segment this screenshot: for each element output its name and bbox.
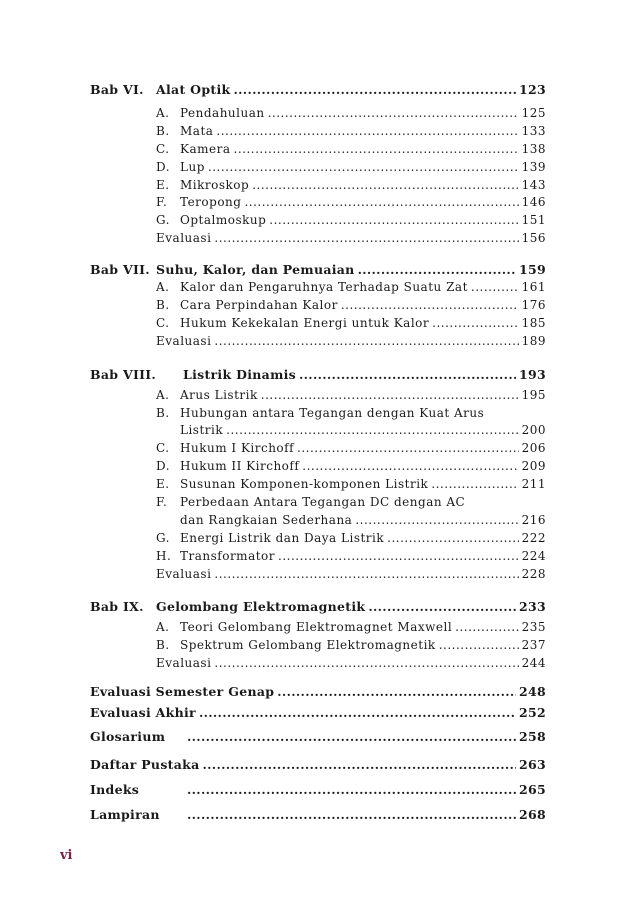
entry-text: Evaluasi [156, 656, 212, 671]
entry-page: 268 [519, 807, 546, 823]
entry-page: 125 [521, 106, 546, 120]
entry-text: Teori Gelombang Elektromagnet Maxwell [180, 620, 453, 635]
entry-text: Susunan Komponen-komponen Listrik [180, 477, 429, 492]
entry-letter: F. [156, 495, 168, 510]
entry-page: 216 [521, 512, 546, 527]
entry-text: Daftar Pustaka [90, 757, 200, 773]
entry-page: 161 [521, 280, 546, 295]
dot-leader [214, 334, 518, 348]
entry-page: 222 [521, 530, 546, 545]
entry-text: Indeks [90, 782, 140, 798]
entry-text: Lup [180, 159, 205, 174]
chapter-page: 123 [519, 82, 546, 97]
entry-text: Mata [180, 123, 214, 138]
toc-entry[interactable] [90, 195, 546, 213]
entry-text: Hukum Kekekalan Energi untuk Kalor [180, 315, 430, 330]
entry-letter: E. [156, 477, 170, 492]
entry-letter: A. [156, 280, 170, 295]
chapter-heading[interactable] [90, 249, 546, 277]
dot-leader [214, 231, 518, 245]
evaluasi-entry[interactable] [90, 334, 546, 352]
entry-page: 195 [521, 387, 546, 402]
entry-text: Evaluasi [156, 333, 212, 348]
dot-leader [214, 656, 518, 670]
entry-text: Teropong [180, 195, 242, 210]
entry-page: 185 [521, 315, 546, 330]
entry-text: Kalor dan Pengaruhnya Terhadap Suatu Zat [180, 280, 468, 295]
back-matter-entry[interactable] [90, 720, 546, 744]
entry-page: 206 [521, 441, 546, 456]
entry-letter: B. [156, 123, 170, 138]
entry-page: 146 [521, 195, 546, 210]
evaluasi-entry[interactable] [90, 656, 546, 674]
chapter-title: Alat Optik [156, 82, 231, 97]
entry-text: Hukum I Kirchoff [180, 441, 295, 456]
entry-page: 235 [521, 620, 546, 635]
entry-text: Mikroskop [180, 177, 250, 192]
entry-page: 138 [521, 141, 546, 156]
toc-entry[interactable] [90, 459, 546, 477]
entry-page: 265 [519, 782, 546, 798]
chapter-title: Listrik Dinamis [183, 366, 296, 382]
toc-entry[interactable] [90, 638, 546, 656]
back-matter-entry[interactable] [90, 699, 546, 720]
entry-text: Hubungan antara Tegangan dengan Kuat Arus [180, 405, 485, 420]
dot-leader [455, 620, 518, 634]
entry-letter: C. [156, 315, 170, 330]
toc-entry[interactable] [90, 142, 546, 160]
chapter-page: 233 [519, 599, 546, 615]
chapter-page: 159 [519, 262, 546, 278]
dot-leader [214, 567, 518, 581]
entry-text: Evaluasi [156, 566, 212, 581]
back-matter-entry[interactable] [90, 744, 546, 772]
dot-leader [216, 124, 518, 138]
dot-leader [277, 684, 516, 699]
entry-text: Transformator [180, 548, 275, 563]
entry-page: 133 [521, 123, 546, 138]
back-matter [90, 674, 546, 822]
dot-leader [252, 178, 518, 192]
chapter-title: Suhu, Kalor, dan Pemuaian [156, 262, 355, 278]
entry-letter: B. [156, 298, 170, 313]
table-of-contents [90, 82, 546, 822]
entry-letter: C. [156, 141, 170, 156]
entry-letter: B. [156, 638, 170, 653]
dot-leader [299, 367, 516, 382]
entry-text: Pendahuluan [180, 106, 265, 120]
entry-page: 224 [521, 548, 546, 563]
dot-leader [199, 705, 516, 720]
dot-leader [233, 82, 516, 97]
entry-letter: A. [156, 106, 170, 120]
toc-entry[interactable] [90, 160, 546, 178]
dot-leader [341, 298, 519, 312]
entry-text: Optalmoskup [180, 213, 267, 228]
dot-leader [244, 195, 518, 209]
dot-leader [432, 316, 518, 330]
toc-entry[interactable] [90, 298, 546, 316]
toc-entry[interactable] [90, 388, 546, 406]
entry-page: 189 [521, 333, 546, 348]
dot-leader [278, 549, 519, 563]
dot-leader [203, 757, 517, 772]
dot-leader [187, 782, 516, 797]
chapter-heading[interactable] [90, 584, 546, 614]
chapter-page: 193 [519, 366, 546, 382]
entry-page: 209 [521, 459, 546, 474]
entry-text: Evaluasi Semester Genap [90, 684, 275, 700]
dot-leader [226, 423, 518, 437]
toc-entry[interactable] [90, 213, 546, 231]
entry-letter: C. [156, 441, 170, 456]
chapter-label: Bab VIII. [90, 366, 157, 382]
toc-entry-continuation[interactable] [90, 423, 546, 441]
entry-page: 211 [521, 477, 546, 492]
dot-leader [355, 513, 518, 527]
back-matter-entry[interactable] [90, 772, 546, 797]
entry-text: dan Rangkaian Sederhana [180, 512, 353, 527]
entry-text: Cara Perpindahan Kalor [180, 298, 338, 313]
dot-leader [471, 280, 519, 294]
page-number: vi [60, 848, 73, 863]
entry-text: Evaluasi Akhir [90, 705, 196, 721]
entry-letter: D. [156, 459, 171, 474]
dot-leader [261, 388, 519, 402]
entry-letter: A. [156, 387, 170, 402]
entry-text: Hukum II Kirchoff [180, 459, 300, 474]
entry-page: 139 [521, 159, 546, 174]
toc-entry[interactable] [90, 106, 546, 124]
dot-leader [269, 213, 518, 227]
entry-text: Evaluasi [156, 231, 212, 246]
chapter-heading[interactable] [90, 82, 546, 104]
entry-text: Lampiran [90, 807, 160, 823]
entry-page: 143 [521, 177, 546, 192]
back-matter-entry[interactable] [90, 674, 546, 699]
toc-entry-continuation[interactable] [90, 513, 546, 531]
chapter-block [90, 249, 546, 352]
entry-letter: D. [156, 159, 171, 174]
entry-text: Energi Listrik dan Daya Listrik [180, 530, 385, 545]
entry-text: Perbedaan Antara Tegangan DC dengan AC [180, 495, 466, 510]
entry-text: Listrik [180, 423, 224, 438]
dot-leader [187, 729, 516, 744]
entry-letter: E. [156, 177, 170, 192]
entry-page: 237 [521, 638, 546, 653]
chapter-label: Bab VII. [90, 262, 150, 278]
evaluasi-entry[interactable] [90, 231, 546, 249]
toc-entry[interactable] [90, 549, 546, 567]
entry-page: 263 [519, 757, 546, 773]
dot-leader [187, 807, 516, 822]
entry-letter: B. [156, 405, 170, 420]
dot-leader [297, 441, 519, 455]
toc-entry[interactable] [90, 124, 546, 142]
entry-page: 176 [521, 298, 546, 313]
entry-page: 228 [521, 566, 546, 581]
entry-letter: H. [156, 548, 172, 563]
entry-text: Kamera [180, 141, 231, 156]
dot-leader [431, 477, 518, 491]
entry-letter: A. [156, 620, 170, 635]
toc-entry[interactable] [90, 178, 546, 196]
entry-text: Glosarium [90, 729, 166, 745]
chapter-title: Gelombang Elektromagnetik [156, 599, 366, 615]
chapter-label: Bab VI. [90, 82, 144, 97]
chapter-block [90, 352, 546, 585]
toc-entry[interactable] [90, 620, 546, 638]
entry-letter: G. [156, 530, 170, 545]
chapter-heading[interactable] [90, 352, 546, 382]
toc-entry[interactable] [90, 280, 546, 298]
toc-entry[interactable] [90, 406, 546, 424]
entry-letter: F. [156, 195, 168, 210]
entry-letter: G. [156, 213, 170, 228]
back-matter-entry[interactable] [90, 797, 546, 822]
toc-entry[interactable] [90, 441, 546, 459]
entry-page: 151 [521, 213, 546, 228]
dot-leader [387, 531, 518, 545]
toc-entry[interactable] [90, 531, 546, 549]
dot-leader [268, 106, 519, 120]
chapter-block [90, 584, 546, 674]
dot-leader [368, 599, 516, 614]
entry-page: 244 [521, 656, 546, 671]
dot-leader [302, 459, 518, 473]
chapter-block [90, 82, 546, 249]
evaluasi-entry[interactable] [90, 567, 546, 585]
toc-entry[interactable] [90, 477, 546, 495]
entry-page: 200 [521, 423, 546, 438]
entry-text: Spektrum Gelombang Elektromagnetik [180, 638, 436, 653]
dot-leader [358, 262, 516, 277]
entry-page: 156 [521, 231, 546, 246]
toc-entry[interactable] [90, 495, 546, 513]
dot-leader [208, 160, 519, 174]
dot-leader [234, 142, 519, 156]
dot-leader [439, 638, 519, 652]
entry-text: Arus Listrik [180, 387, 258, 402]
chapter-label: Bab IX. [90, 599, 144, 615]
entry-page: 252 [519, 705, 546, 721]
entry-page: 248 [519, 684, 546, 700]
entry-page: 258 [519, 729, 546, 745]
toc-entry[interactable] [90, 316, 546, 334]
